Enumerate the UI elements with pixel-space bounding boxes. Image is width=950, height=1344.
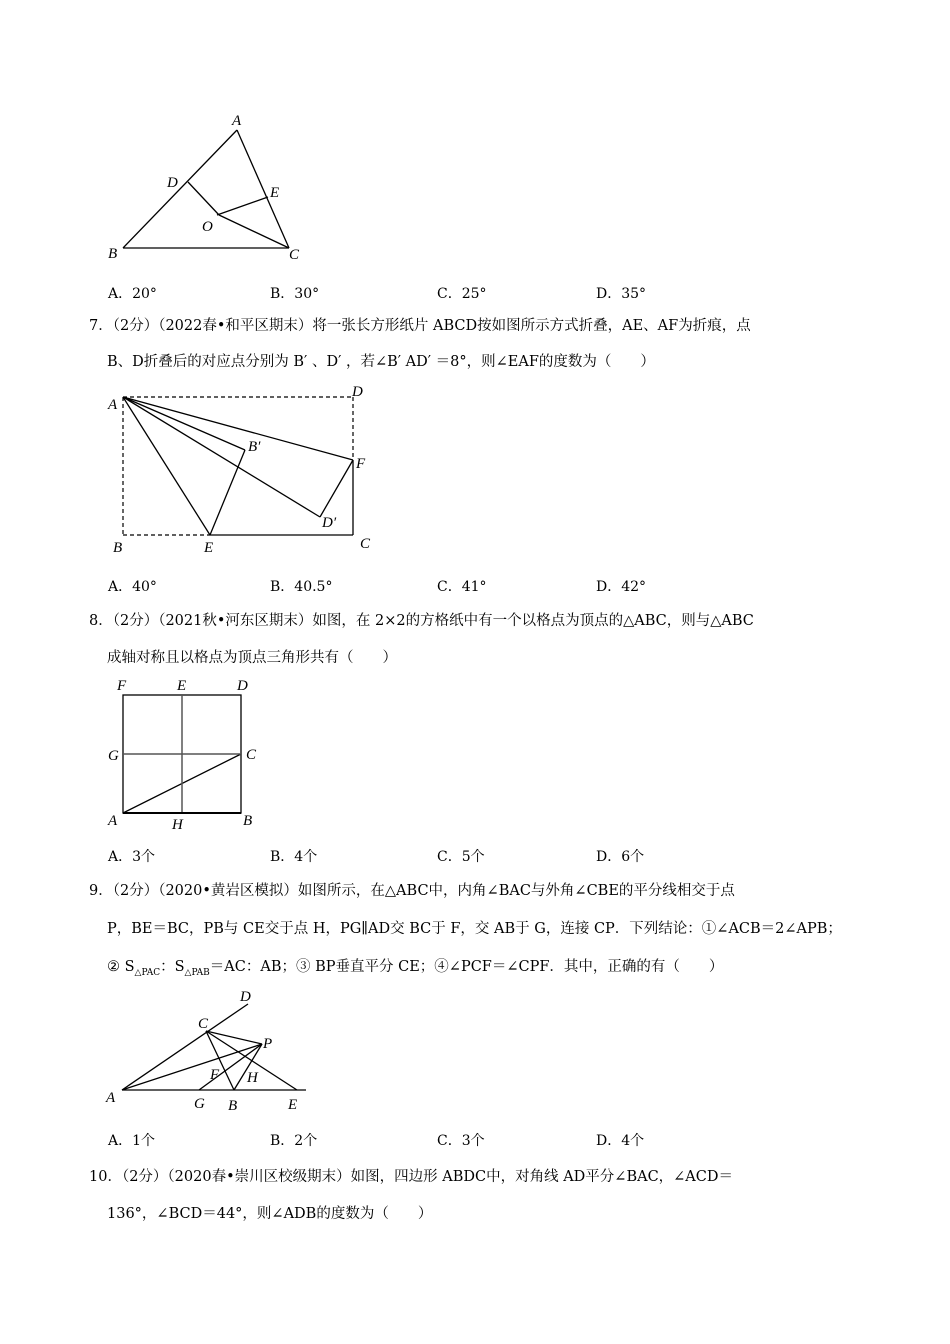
- q9-label-E: E: [288, 1097, 298, 1113]
- q7-text-line2: B、D折叠后的对应点分别为 B′ 、D′ ，若∠B′ AD′ ＝8°，则∠EAF的度数为（ ）: [107, 354, 655, 370]
- q9-sub-pab: △PAB: [184, 967, 210, 978]
- q7-option-c[interactable]: C．41°: [437, 579, 487, 595]
- q9-label-H: H: [247, 1070, 258, 1086]
- q7-label-Dprime: D′: [322, 515, 337, 531]
- q9-line3-part-a: ② S: [107, 959, 135, 975]
- q9-option-a[interactable]: A．1个: [108, 1133, 156, 1149]
- q8-option-d[interactable]: D．6个: [596, 849, 645, 865]
- q8-options: [108, 846, 728, 866]
- q6-label-O: O: [202, 219, 213, 235]
- q8-label-G: G: [108, 748, 119, 764]
- q6-label-E: E: [270, 185, 280, 201]
- q7-options: [108, 576, 728, 596]
- q10-text-line1: 10．（2分）（2020春•崇川区校级期末）如图，四边形 ABDC中，对角线 AD平分∠BAC，∠ACD＝: [89, 1169, 734, 1185]
- q8-label-E: E: [177, 678, 187, 694]
- q8-label-C: C: [246, 747, 257, 763]
- q7-label-B: B: [113, 540, 123, 556]
- q8-option-b[interactable]: B．4个: [270, 849, 318, 865]
- q9-option-b[interactable]: B．2个: [270, 1133, 318, 1149]
- q7-figure: [100, 380, 400, 560]
- q9-label-D: D: [240, 989, 251, 1005]
- q9-label-A: A: [106, 1090, 116, 1106]
- q7-label-Bprime: B′: [248, 439, 261, 455]
- q8-text-line1: 8．（2分）（2021秋•河东区期末）如图，在 2×2的方格纸中有一个以格点为顶点的△ABC，则与△ABC: [89, 613, 754, 629]
- q7-option-b[interactable]: B．40.5°: [270, 579, 333, 595]
- q9-option-d[interactable]: D．4个: [596, 1133, 645, 1149]
- q6-option-a[interactable]: A．20°: [108, 286, 157, 302]
- q6-options: [108, 283, 728, 303]
- q6-option-c[interactable]: C．25°: [437, 286, 487, 302]
- q8-label-A: A: [108, 813, 118, 829]
- q9-label-G: G: [194, 1096, 205, 1112]
- q9-label-C: C: [198, 1016, 209, 1032]
- q7-option-d[interactable]: D．42°: [596, 579, 647, 595]
- q7-label-A: A: [108, 397, 118, 413]
- q6-label-A: A: [232, 113, 242, 129]
- q9-options: [108, 1130, 728, 1150]
- q6-option-b[interactable]: B．30°: [270, 286, 320, 302]
- q9-text-line1: 9．（2分）（2020•黄岩区模拟）如图所示，在△ABC中，内角∠BAC与外角∠CBE的平分线相交于点: [89, 883, 735, 899]
- q9-figure: [100, 985, 330, 1120]
- q9-label-B: B: [228, 1098, 238, 1114]
- q9-text-line3: [107, 957, 723, 983]
- q9-text-line2: P，BE＝BC，PB与 CE交于点 H，PG∥AD交 BC于 F，交 AB于 G，连接 CP．下列结论：①∠ACB＝2∠APB；: [107, 921, 842, 937]
- q8-label-H: H: [172, 817, 183, 833]
- q8-text-line2: 成轴对称且以格点为顶点三角形共有（ ）: [107, 650, 397, 666]
- q8-label-D: D: [237, 678, 248, 694]
- q7-label-D: D: [352, 384, 363, 400]
- q6-option-d[interactable]: D．35°: [596, 286, 647, 302]
- q8-label-F: F: [117, 678, 127, 694]
- q9-option-c[interactable]: C．3个: [437, 1133, 485, 1149]
- q7-label-E: E: [204, 540, 214, 556]
- q9-line3-part-b: ：S: [160, 959, 185, 975]
- q7-option-a[interactable]: A．40°: [108, 579, 157, 595]
- q8-figure: [100, 675, 280, 840]
- q7-text-line1: 7．（2分）（2022春•和平区期末）将一张长方形纸片 ABCD按如图所示方式折叠，AE、AF为折痕，点: [89, 318, 751, 334]
- q9-label-P: P: [263, 1036, 273, 1052]
- q8-option-a[interactable]: A．3个: [108, 849, 156, 865]
- q9-sub-pac: △PAC: [134, 967, 161, 978]
- q9-label-F: F: [210, 1067, 220, 1083]
- q6-label-C: C: [289, 247, 300, 263]
- q9-line3-part-c: ＝AC：AB；③ BP垂直平分 CE；④∠PCF＝∠CPF．其中，正确的有（ ）: [209, 959, 724, 975]
- q7-label-F: F: [356, 456, 366, 472]
- q7-label-C: C: [360, 536, 371, 552]
- q6-label-B: B: [108, 246, 118, 262]
- q10-text-line2: 136°，∠BCD＝44°，则∠ADB的度数为（ ）: [107, 1206, 433, 1222]
- q6-label-D: D: [167, 175, 178, 191]
- q8-label-B: B: [243, 813, 253, 829]
- q8-option-c[interactable]: C．5个: [437, 849, 485, 865]
- q6-figure: [100, 105, 320, 270]
